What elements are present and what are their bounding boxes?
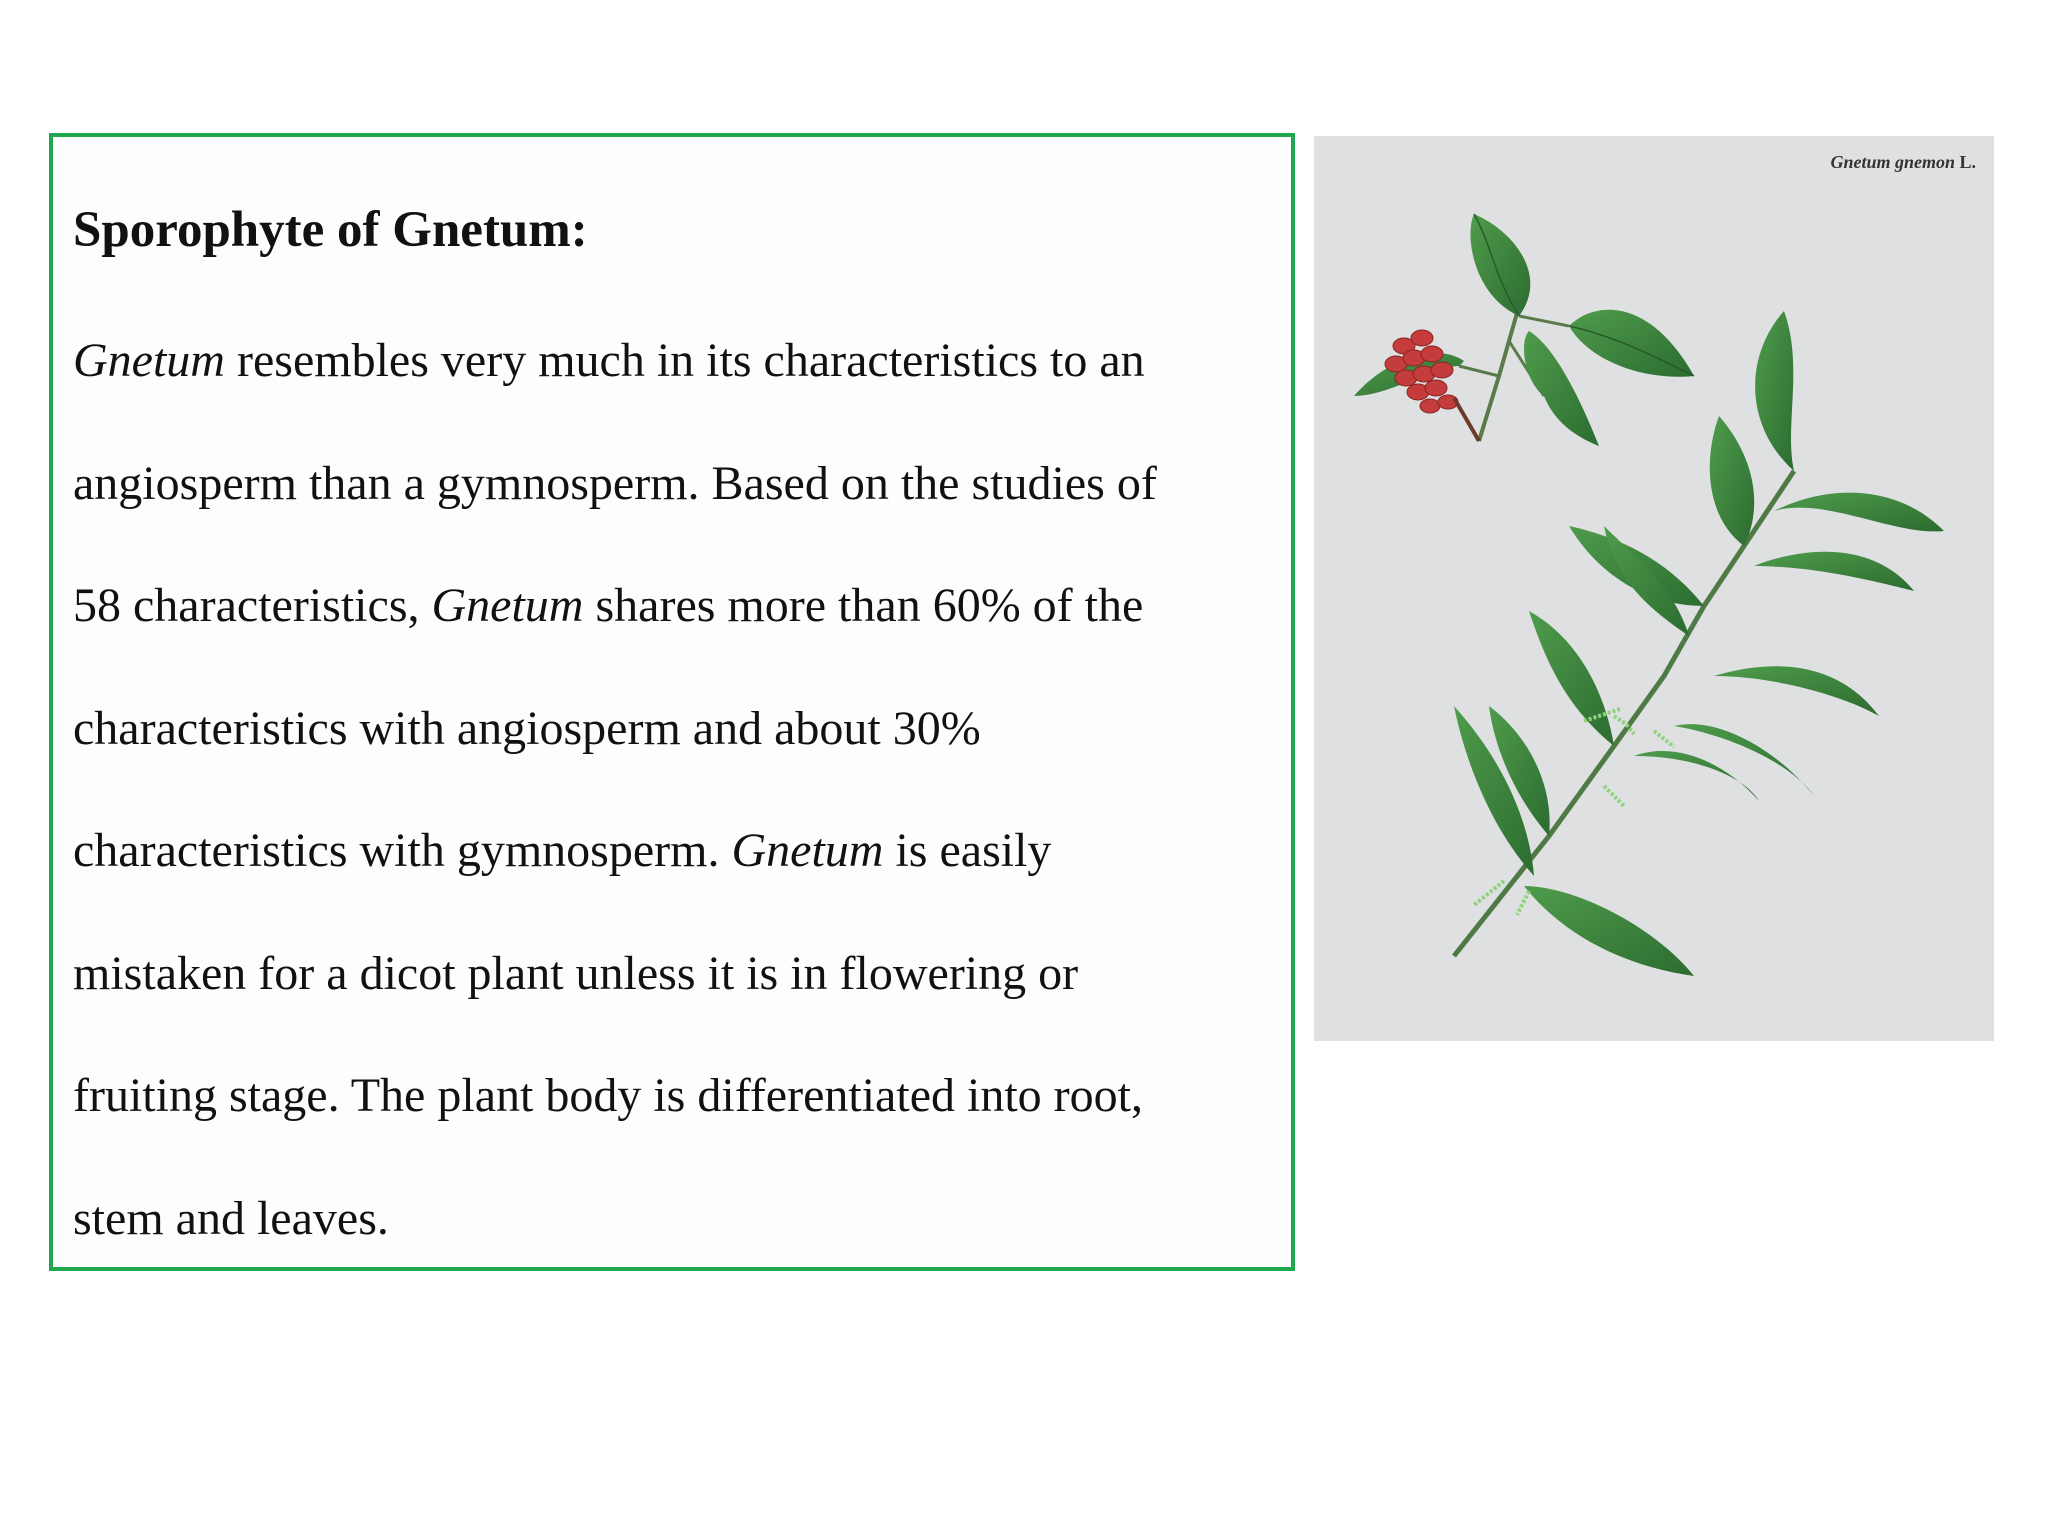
paragraph-line: [73, 790, 1269, 913]
text-segment: angiosperm than a gymnosperm. Based on the studies of: [73, 456, 1157, 510]
paragraph-line: [73, 1158, 1269, 1281]
paragraph-line: [73, 545, 1269, 668]
text-segment: is easily: [883, 824, 1052, 877]
italic-term: Gnetum: [731, 824, 884, 877]
text-segment: characteristics with gymnosperm.: [73, 824, 732, 877]
text-segment: stem and leaves.: [73, 1191, 389, 1245]
paragraph-line: [73, 423, 1269, 546]
text-segment: resembles very much in its characteristics to an: [224, 334, 1145, 387]
gnetum-illustration: [1314, 136, 1994, 1041]
paragraph-line: [73, 300, 1269, 423]
caption-species: Gnetum gnemon: [1830, 152, 1955, 172]
fruit-cluster: [1385, 330, 1458, 413]
heading: Sporophyte of Gnetum:: [73, 202, 588, 258]
paragraph-line: [73, 913, 1269, 1036]
text-segment: 58 characteristics,: [73, 579, 432, 632]
paragraph-line: [73, 668, 1269, 791]
text-segment: fruiting stage. The plant body is differentiated into root,: [73, 1069, 1143, 1122]
text-segment: mistaken for a dicot plant unless it is in flowering or: [73, 946, 1079, 1000]
plant-drawing: [1314, 136, 1994, 1041]
lower-branch: [1454, 311, 1944, 976]
text-segment: shares more than 60% of the: [583, 579, 1144, 632]
text-segment: characteristics with angiosperm and about 30%: [73, 701, 981, 755]
body-paragraph: [73, 300, 1291, 1280]
upper-branch: [1354, 214, 1694, 446]
text-panel: [49, 133, 1295, 1271]
italic-term: Gnetum: [431, 579, 584, 632]
italic-term: Gnetum: [73, 334, 225, 387]
caption-author: L.: [1959, 152, 1976, 172]
paragraph-line: [73, 1035, 1269, 1158]
